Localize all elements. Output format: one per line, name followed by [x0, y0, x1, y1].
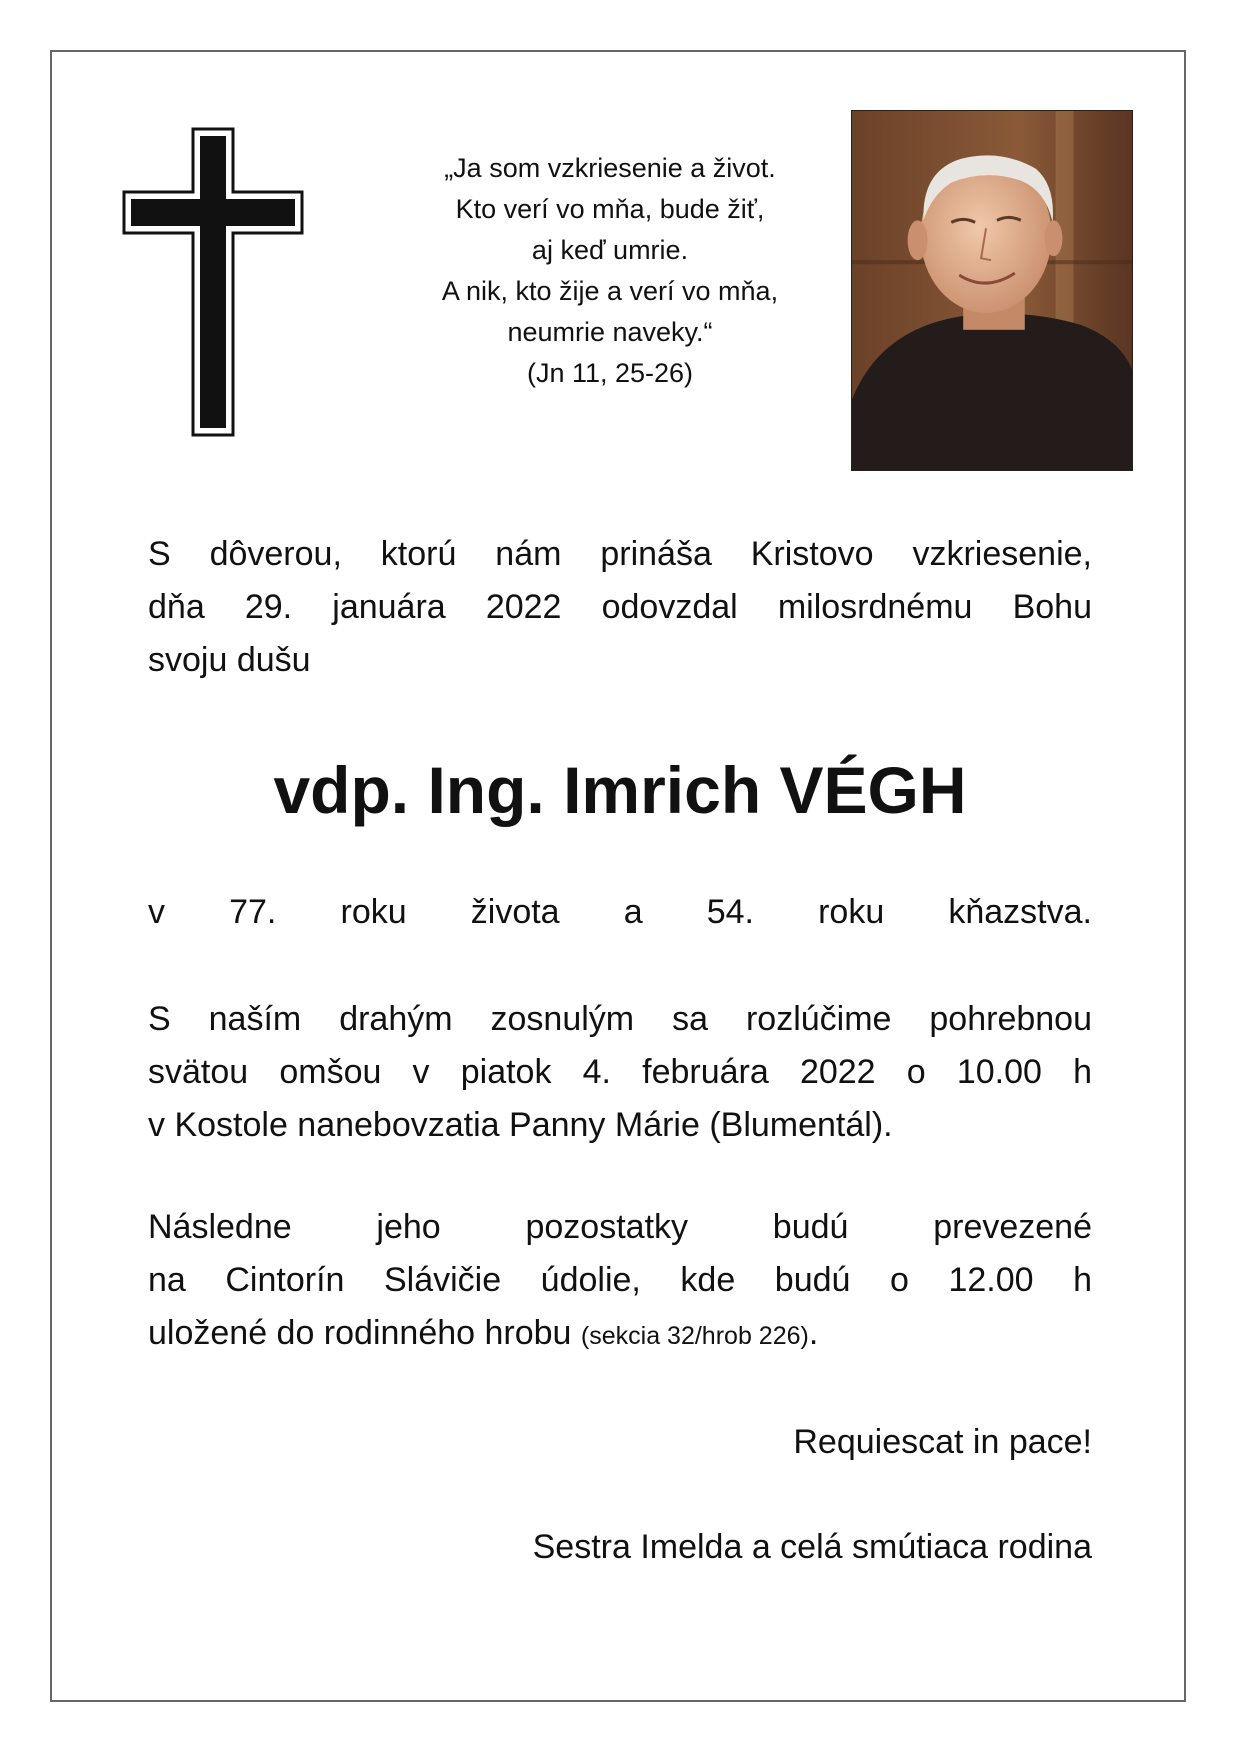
intro-paragraph: [148, 528, 1092, 687]
burial-last-line: [148, 1307, 1092, 1363]
closing-phrase: Requiescat in pace!: [793, 1423, 1092, 1461]
verse-line: „Ja som vzkriesenie a život.: [444, 153, 776, 183]
burial-paragraph: [148, 1201, 1092, 1363]
intro-line: dňa 29. januára 2022 odovzdal milosrdnému Bohu: [148, 588, 1092, 626]
ceremony-line: S naším drahým zosnulým sa rozlúčime pohrebnou: [148, 1000, 1092, 1038]
intro-line: svoju dušu: [148, 641, 311, 679]
ceremony-paragraph: [148, 993, 1092, 1152]
verse-reference: (Jn 11, 25-26): [526, 358, 694, 388]
signature: Sestra Imelda a celá smútiaca rodina: [532, 1528, 1092, 1566]
intro-line: S dôverou, ktorú nám prináša Kristovo vzkriesenie,: [148, 535, 1092, 573]
deceased-name: vdp. Ing. Imrich VÉGH: [273, 753, 967, 827]
verse-line: A nik, kto žije a verí vo mňa,: [441, 276, 779, 306]
bible-verse: [370, 148, 850, 394]
cross-icon: [122, 127, 304, 437]
verse-line: aj keď umrie.: [531, 235, 689, 265]
burial-end: .: [808, 1314, 819, 1352]
portrait-photo: [851, 110, 1133, 471]
age-line: v 77. roku života a 54. roku kňazstva.: [148, 893, 1092, 931]
verse-line: Kto verí vo mňa, bude žiť,: [455, 194, 765, 224]
age-paragraph: [148, 886, 1092, 939]
burial-text: uložené do rodinného hrobu: [148, 1314, 572, 1352]
ceremony-line: v Kostole nanebovzatia Panny Márie (Blumentál).: [148, 1106, 893, 1144]
burial-line: Následne jeho pozostatky budú prevezené: [148, 1208, 1092, 1246]
verse-line: neumrie naveky.“: [507, 317, 713, 347]
grave-note: (sekcia 32/hrob 226): [580, 1322, 809, 1350]
ceremony-line: svätou omšou v piatok 4. februára 2022 o 10.00 h: [148, 1053, 1092, 1091]
burial-line: na Cintorín Slávičie údolie, kde budú o 12.00 h: [148, 1261, 1092, 1299]
